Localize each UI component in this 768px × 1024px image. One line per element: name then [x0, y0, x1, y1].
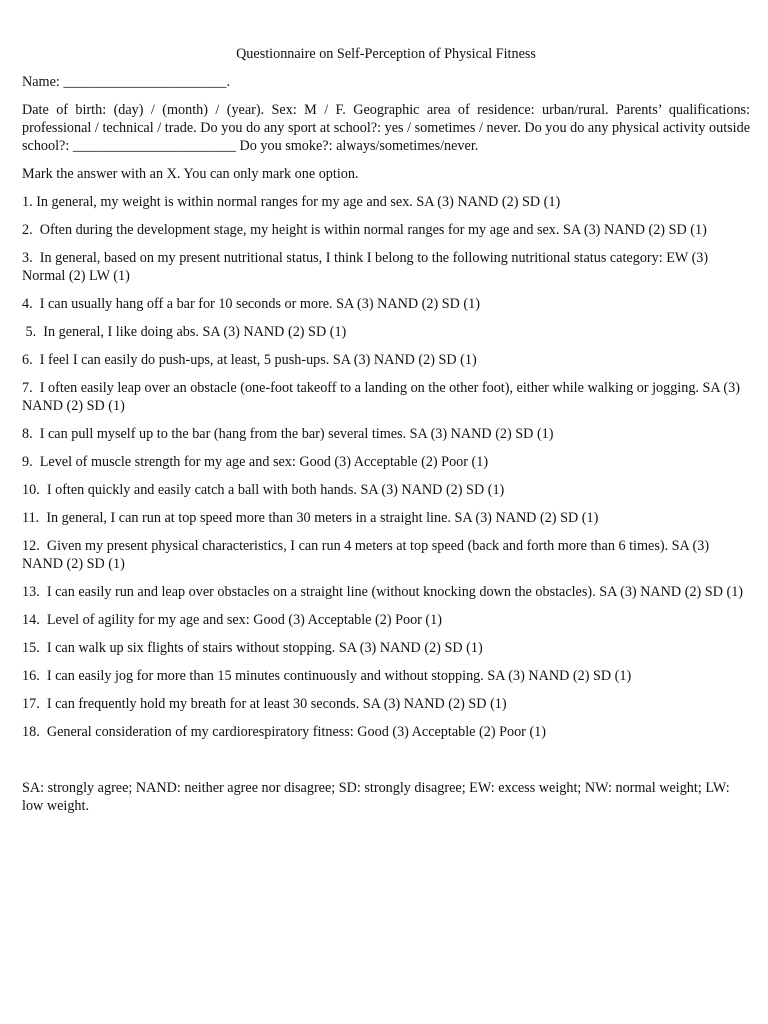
question-text: I can easily run and leap over obstacles on a straight line (without knocking down the obstacles). SA (3) NAND (2) SD (1)	[46, 584, 744, 600]
question-item	[22, 379, 750, 415]
question-text: I often easily leap over an obstacle (one-foot takeoff to a landing on the other foot), either while walking or jogging. SA (3) NAND (2) SD (1)	[22, 380, 740, 414]
question-item	[22, 351, 750, 369]
question-item	[22, 695, 750, 713]
question-text: Given my present physical characteristics, I can run 4 meters at top speed (back and forth more than 6 times). SA (3) NAND (2) SD (1)	[22, 538, 710, 572]
question-number: 10.	[22, 482, 47, 498]
question-number: 4.	[22, 296, 40, 312]
question-number: 17.	[22, 696, 47, 712]
question-number: 12.	[22, 538, 47, 554]
question-text: I can walk up six flights of stairs without stopping. SA (3) NAND (2) SD (1)	[46, 640, 483, 656]
demographics-paragraph: Date of birth: (day) / (month) / (year). Sex: M / F. Geographic area of residence: urban/rural. Parents’ qualifications: professional / technical / trade. Do you do any sport at school?: yes / sometimes / never. Do you do any physical activity outside school?: _______________________ Do you smoke?: always/sometimes/never.	[22, 102, 750, 154]
question-number: 1.	[22, 194, 37, 210]
question-text: I can pull myself up to the bar (hang from the bar) several times. SA (3) NAND (2) SD (1)	[39, 426, 554, 442]
name-line: Name: _______________________.	[22, 74, 231, 90]
question-text: I often quickly and easily catch a ball with both hands. SA (3) NAND (2) SD (1)	[46, 482, 505, 498]
question-number: 8.	[22, 426, 40, 442]
abbreviations-legend: SA: strongly agree; NAND: neither agree nor disagree; SD: strongly disagree; EW: excess weight; NW: normal weight; LW: low weight.	[22, 780, 730, 814]
question-number: 6.	[22, 352, 40, 368]
question-item	[22, 323, 750, 341]
question-number: 9.	[22, 454, 40, 470]
question-text: I can frequently hold my breath for at least 30 seconds. SA (3) NAND (2) SD (1)	[46, 696, 507, 712]
question-number: 16.	[22, 668, 47, 684]
question-item	[22, 723, 750, 741]
question-text: Often during the development stage, my height is within normal ranges for my age and sex. SA (3) NAND (2) SD (1)	[39, 222, 707, 238]
question-item	[22, 481, 750, 499]
question-item	[22, 295, 750, 313]
question-number: 3.	[22, 250, 40, 266]
question-text: I feel I can easily do push-ups, at least, 5 push-ups. SA (3) NAND (2) SD (1)	[39, 352, 477, 368]
question-item	[22, 639, 750, 657]
question-text: In general, my weight is within normal ranges for my age and sex. SA (3) NAND (2) SD (1)	[36, 194, 561, 210]
question-item	[22, 667, 750, 685]
question-item	[22, 611, 750, 629]
instructions: Mark the answer with an X. You can only mark one option.	[22, 166, 359, 182]
question-number: 13.	[22, 584, 47, 600]
question-number: 2.	[22, 222, 40, 238]
question-number: 14.	[22, 612, 47, 628]
question-text: Level of agility for my age and sex: Good (3) Acceptable (2) Poor (1)	[46, 612, 442, 628]
question-text: Level of muscle strength for my age and sex: Good (3) Acceptable (2) Poor (1)	[39, 454, 489, 470]
question-item	[22, 193, 750, 211]
question-item	[22, 249, 750, 285]
question-item	[22, 221, 750, 239]
question-number: 15.	[22, 640, 47, 656]
questionnaire-items	[22, 193, 750, 741]
questionnaire-page	[22, 45, 750, 825]
question-text: General consideration of my cardiorespiratory fitness: Good (3) Acceptable (2) Poor (1)	[46, 724, 546, 740]
question-item	[22, 537, 750, 573]
question-number: 11.	[22, 510, 47, 526]
question-item	[22, 509, 750, 527]
question-number: 18.	[22, 724, 47, 740]
question-number: 7.	[22, 380, 40, 396]
question-text: In general, based on my present nutritional status, I think I belong to the following nutritional status category: EW (3) Normal (2) LW (1)	[22, 250, 709, 284]
question-text: In general, I like doing abs. SA (3) NAND (2) SD (1)	[43, 324, 347, 340]
question-text: In general, I can run at top speed more than 30 meters in a straight line. SA (3) NAND (2) SD (1)	[46, 510, 599, 526]
question-item	[22, 583, 750, 601]
document-title: Questionnaire on Self-Perception of Physical Fitness	[236, 46, 536, 62]
question-item	[22, 425, 750, 443]
question-text: I can usually hang off a bar for 10 seconds or more. SA (3) NAND (2) SD (1)	[39, 296, 480, 312]
question-number: 5.	[22, 324, 44, 340]
question-text: I can easily jog for more than 15 minutes continuously and without stopping. SA (3) NAND (2) SD (1)	[46, 668, 632, 684]
spacer	[22, 751, 750, 779]
question-item	[22, 453, 750, 471]
